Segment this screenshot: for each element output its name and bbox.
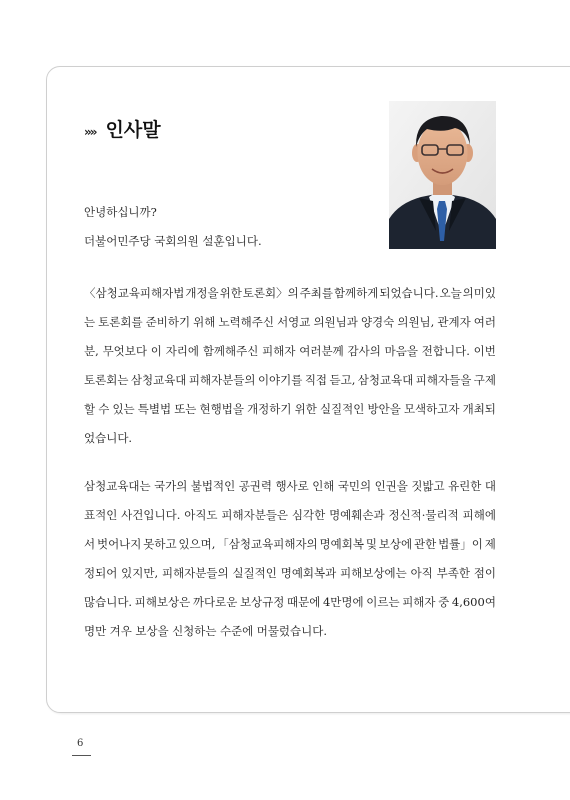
paragraph-line: 정되어 있지만, 피해자분들의 실질적인 명예회복과 피해보상에는 아직 부족한 점이 bbox=[84, 566, 496, 580]
paragraph-line: 명만 겨우 보상을 신청하는 수준에 머물렀습니다. bbox=[84, 624, 328, 638]
paragraph-line: 분, 무엇보다 이 자리에 함께해주신 피해자 여러분께 감사의 마음을 전합니다. 이번 bbox=[84, 344, 496, 358]
paragraph-line: 서 벗어나지 못하고 있으며, 「삼청교육피해자의 명예회복 및 보상에 관한 법률」이 제 bbox=[84, 537, 496, 551]
page-title: 인사말 bbox=[105, 119, 161, 141]
paragraph-line: 는 토론회를 준비하기 위해 노력해주신 서영교 의원님과 양경숙 의원님, 관계자 여러 bbox=[84, 315, 496, 329]
greeting-line: 더불어민주당 국회의원 설훈입니다. bbox=[84, 234, 262, 248]
page-number: 6 bbox=[77, 738, 84, 749]
paragraph-1 bbox=[84, 279, 496, 453]
paragraph-line: 토론회는 삼청교육대 피해자분들의 이야기를 직접 듣고, 삼청교육대 피해자들을 구제 bbox=[84, 373, 496, 387]
paragraph-line: 많습니다. 피해보상은 까다로운 보상규정 때문에 4만명에 이르는 피해자 중 4,600여 bbox=[84, 595, 496, 609]
greeting-line: 안녕하십니까? bbox=[84, 205, 157, 219]
paragraph-line: 삼청교육대는 국가의 불법적인 공권력 행사로 인해 국민의 인권을 짓밟고 유린한 대 bbox=[84, 479, 496, 493]
paragraph-line: 〈삼청교육피해자법 개정을 위한 토론회〉의 주최를 함께하게 되었습니다. 오늘 의미있 bbox=[84, 286, 496, 300]
greeting bbox=[84, 198, 262, 256]
portrait-photo bbox=[389, 101, 496, 249]
heading bbox=[84, 115, 161, 142]
paragraph-line: 할 수 있는 특별법 또는 현행법을 개정하기 위한 실질적인 방안을 모색하고자 개최되 bbox=[84, 402, 496, 416]
paragraph-2 bbox=[84, 472, 496, 646]
paragraph-line: 었습니다. bbox=[84, 431, 133, 445]
page-number-rule bbox=[72, 755, 91, 756]
heading-marker: »» bbox=[84, 125, 96, 139]
paragraph-line: 표적인 사건입니다. 아직도 피해자분들은 심각한 명예훼손과 정신적·물리적 피해에 bbox=[84, 508, 496, 522]
